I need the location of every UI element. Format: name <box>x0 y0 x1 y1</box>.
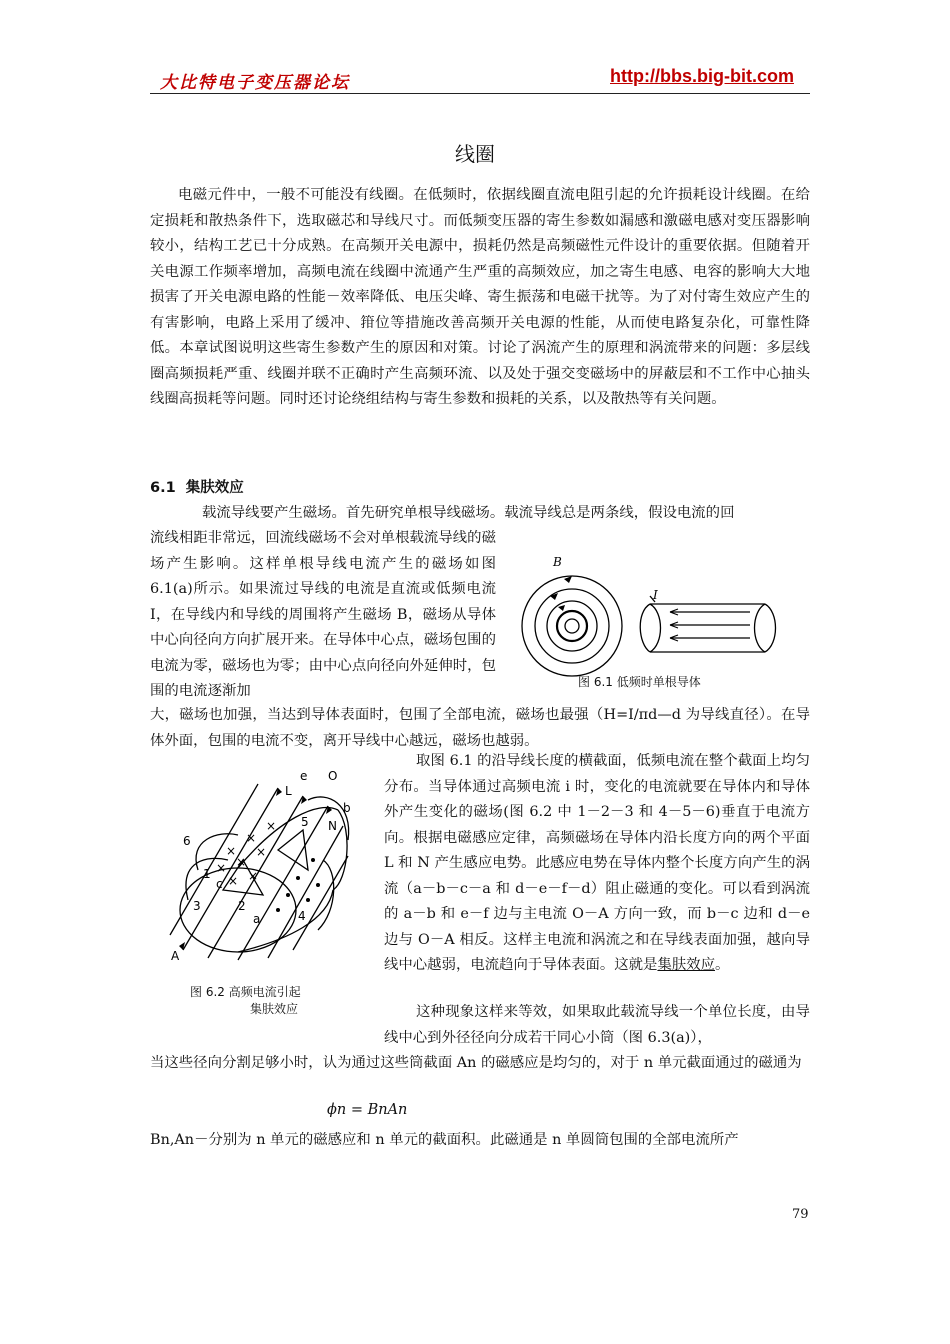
paragraph-1-wrapped: 流线相距非常远，回流线磁场不会对单根载流导线的磁场产生影响。这样单根导线电流产生的磁场如图 6.1(a)所示。如果流过导线的电流是直流或低频电流 I，在导线内和导线的周围将产生磁场 B，磁场从导体中心向径向方向扩展开来。在导体中心点，磁场包围的电流为零，磁场也为零；由中心点向径向外延伸时，包围的电流逐渐加 <box>150 530 496 699</box>
fig2-label-A: A <box>171 949 180 963</box>
section-number: 6.1 <box>150 480 176 496</box>
header-divider <box>150 93 810 94</box>
svg-text:×: × <box>248 869 259 883</box>
svg-text:×: × <box>228 874 239 888</box>
svg-text:×: × <box>256 845 267 859</box>
paragraph-3-rest: 当这些径向分割足够小时，认为通过这些筒截面 An 的磁感应是均匀的，对于 n 单元截面通过的磁通为 <box>150 1055 802 1071</box>
fig2-label-c: c <box>216 877 223 891</box>
svg-text:×: × <box>246 831 257 845</box>
flux-formula: ϕn = BnAn <box>327 1102 408 1118</box>
fig1-conductor <box>557 611 587 641</box>
fig2-label-2: 2 <box>238 899 246 913</box>
paragraph-2 <box>384 749 810 979</box>
fig2-label-e: e <box>300 769 308 783</box>
fig2-label-4: 4 <box>298 909 306 923</box>
fig2-label-1: 1 <box>203 867 211 881</box>
fig2-label-L: L <box>285 784 292 798</box>
fig2-caption-line-2: 集肤效应 <box>250 1002 299 1016</box>
last-line: Bn,An－分别为 n 单元的磁感应和 n 单元的截面积。此磁通是 n 单圆筒包围的全部电流所产 <box>150 1132 739 1148</box>
svg-text:×: × <box>216 861 227 875</box>
fig2-label-6: 6 <box>183 834 191 848</box>
figure-6-2 <box>168 760 393 980</box>
skin-effect-term: 集肤效应 <box>657 957 716 973</box>
page-title: 线圈 <box>455 142 495 166</box>
svg-text:×: × <box>226 844 237 858</box>
fig2-label-a: a <box>253 912 261 926</box>
paragraph-2-text: 取图 6.1 的沿导线长度的横截面，低频电流在整个截面上均匀分布。当导体通过高频电流 i 时，变化的电流就要在导体内和导体外产生变化的磁场(图 6.2 中 1－2－3 和 4－5－6)垂直于电流方向。根据电磁感应定律，高频磁场在导体内沿长度方向的两个平面 L 和 N 产生感应电势。此感应电势在导体内整个长度方向产生的涡流（a－b－c－a 和 d－e－f－d）阻止磁通的变化。可以看到涡流的 a－b 和 e－f 边与主电流 O－A 方向一致，而 b－c 边和 d－e 边与 O－A 相反。这样主电流和涡流之和在导线表面加强，越向导线中心越弱，电流趋向于导体表面。这就是 <box>384 753 810 973</box>
fig1-field-circle-3 <box>547 601 597 651</box>
intro-paragraph: 电磁元件中，一般不可能没有线圈。在低频时，依据线圈直流电阻引起的允许损耗设计线圈。在给定损耗和散热条件下，选取磁芯和导线尺寸。而低频变压器的寄生参数如漏感和激磁电感对变压器影响较小，结构工艺已十分成熟。在高频开关电源中，损耗仍然是高频磁性元件设计的重要依据。但随着开关电源工作频率增加，高频电流在线圈中流通产生严重的高频效应，加之寄生电感、电容的影响大大地损害了开关电源电路的性能－效率降低、电压尖峰、寄生振荡和电磁干扰等。为了对付寄生效应产生的有害影响，电路上采用了缓冲、箝位等措施改善高频开关电源的性能，从而使电路复杂化，可靠性降低。本章试图说明这些寄生参数产生的原因和对策。讨论了涡流产生的原理和涡流带来的问题：多层线圈高频损耗严重、线圈并联不正确时产生高频环流、以及处于强交变磁场中的屏蔽层和不工作中心抽头线圈高损耗等问题。同时还讨论绕组结构与寄生参数和损耗的关系，以及散热等有关问题。 <box>150 187 810 407</box>
fig2-label-O: O <box>328 769 338 783</box>
fig1-current-arrows <box>670 609 750 641</box>
fig2-caption-line-1: 图 6.2 高频电流引起 <box>190 985 301 999</box>
page-number: 79 <box>792 1207 809 1222</box>
fig1-label-I: I <box>653 588 658 602</box>
fig1-field-circle-1 <box>522 576 622 676</box>
fig1-wire <box>640 596 775 652</box>
paragraph-3-wrapped: 这种现象这样来等效，如果取此载流导线一个单位长度，由导线中心到外径径向分成若干同心小筒（图 6.3(a)）， <box>384 1004 810 1046</box>
fig1-label-B: B <box>553 555 562 569</box>
header-url-link[interactable]: http://bbs.big-bit.com <box>610 66 794 86</box>
svg-text:×: × <box>236 855 247 869</box>
fig1-caption: 图 6.1 低频时单根导体 <box>578 675 701 689</box>
paragraph-1-rest: 大，磁场也加强，当达到导体表面时，包围了全部电流，磁场也最强（H=I/πd—d 为导线直径）。在导体外面，包围的电流不变，离开导线中心越远，磁场也越弱。 <box>150 707 810 749</box>
fig1-field-circle-5 <box>565 619 579 633</box>
figure-6-1 <box>510 552 790 682</box>
paragraph-2-end: 。 <box>715 957 730 973</box>
fig1-field-circle-2 <box>535 589 609 663</box>
fig2-label-N: N <box>328 819 337 833</box>
fig2-label-b: b <box>343 801 351 815</box>
paragraph-1-first-line: 载流导线要产生磁场。首先研究单根导线磁场。载流导线总是两条线，假设电流的回 <box>202 505 735 521</box>
section-title: 集肤效应 <box>185 480 244 496</box>
fig2-label-5: 5 <box>301 815 309 829</box>
section-heading <box>150 476 244 497</box>
fig2-label-3: 3 <box>193 899 201 913</box>
svg-text:×: × <box>266 819 277 833</box>
header-forum-name: 大比特电子变压器论坛 <box>160 73 350 93</box>
